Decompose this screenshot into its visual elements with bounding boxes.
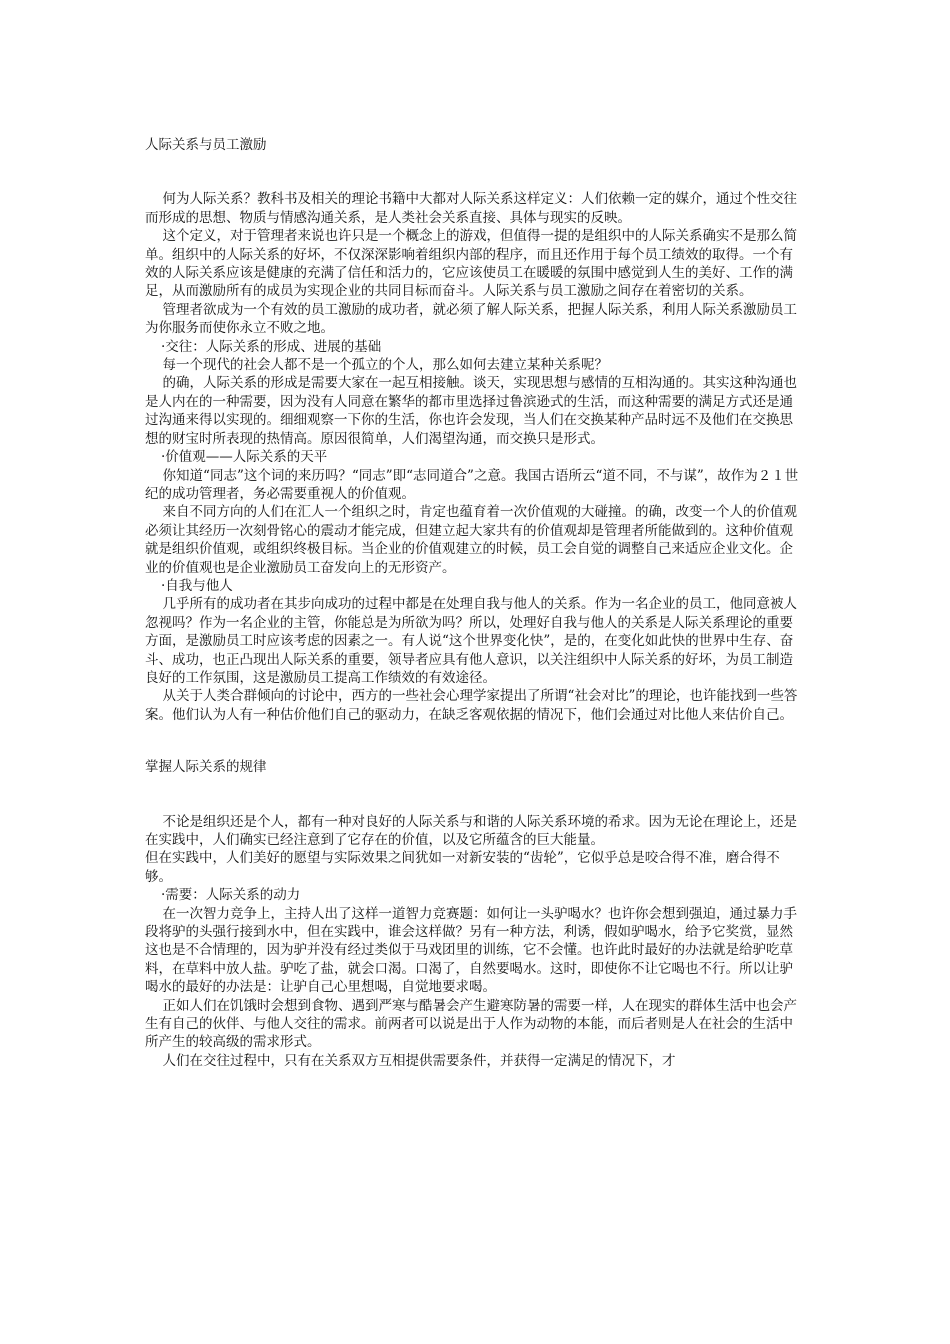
document-page <box>145 136 805 1070</box>
paragraph: 几乎所有的成功者在其步向成功的过程中都是在处理自我与他人的关系。作为一名企业的员工，他同意被人忽视吗？作为一名企业的主管，你能总是为所欲为吗？所以，处理好自我与他人的关系是人际关系理论的重要方面，是激励员工时应该考虑的因素之一。有人说“这个世界变化快”，是的，在变化如此快的世界中生存、奋斗、成功，也正凸现出人际关系的重要，领导者应具有他人意识，以关注组织中人际关系的好坏，为员工制造良好的工作氛围，这是激励员工提高工作绩效的有效途径。 <box>145 596 798 686</box>
spacer <box>145 777 805 813</box>
paragraph: 在一次智力竞争上，主持人出了这样一道智力竞赛题：如何让一头驴喝水？也许你会想到强迫，通过暴力手段将驴的头强行接到水中，但在实践中，谁会这样做？另有一种方法，利诱，假如驴喝水，给予它奖赏，显然这也是不合情理的，因为驴并没有经过类似于马戏团里的训练，它不会懂。也许此时最好的办法就是给驴吃草料，在草料中放人盐。驴吃了盐，就会口渴。口渴了，自然要喝水。这时，即使你不让它喝也不行。所以让驴喝水的最好的办法是：让驴自己心里想喝，自觉地要求喝。 <box>145 905 798 996</box>
section-body <box>145 813 805 1071</box>
spacer <box>145 724 805 758</box>
subheading: ·需要：人际关系的动力 <box>161 887 301 904</box>
paragraph: 从关于人类合群倾向的讨论中，西方的一些社会心理学家提出了所谓“社会对比”的理论，也许能找到一些答案。他们认为人有一种估价他们自己的驱动力，在缺乏客观依据的情况下，他们会通过对比他人来估价自己。 <box>145 688 798 723</box>
section-title: 掌握人际关系的规律 <box>145 759 267 776</box>
paragraph: 管理者欲成为一个有效的员工激励的成功者，就必须了解人际关系，把握人际关系，利用人际关系激励员工为你服务而使你永立不败之地。 <box>145 301 798 337</box>
paragraph: 的确，人际关系的形成是需要大家在一起互相接触。谈天，实现思想与感情的互相沟通的。其实这种沟通也是人内在的一种需要，因为没有人同意在繁华的都市里选择过鲁滨逊式的生活，而这种需要的满足方式还是通过沟通来得以实现的。细细观察一下你的生活，你也许会发现，当人们在交换某种产品时远不及他们在交换思想的财宝时所表现的热情高。原因很简单，人们渴望沟通，而交换只是形式。 <box>145 375 798 447</box>
section-body <box>145 190 805 724</box>
paragraph: 但在实践中，人们美好的愿望与实际效果之间犹如一对新安装的“齿轮”，它似乎总是咬合得不准，磨合得不够。 <box>145 850 780 885</box>
paragraph: 你知道“同志”这个词的来历吗？“同志”即“志同道合”之意。我国古语所云“道不同，不与谋”，故作为２１世纪的成功管理者，务必需要重视人的价值观。 <box>145 467 799 502</box>
subheading: ·交往：人际关系的形成、进展的基础 <box>161 338 382 355</box>
section-title: 人际关系与员工激励 <box>145 137 267 153</box>
subheading: ·价值观——人际关系的天平 <box>161 449 328 466</box>
paragraph: 每一个现代的社会人都不是一个孤立的个人，那么如何去建立某种关系呢？ <box>162 357 609 374</box>
paragraph: 来自不同方向的人们在汇人一个组织之时，肯定也蕴育着一次价值观的大碰撞。的确，改变一个人的价值观必须让其经历一次刻骨铭心的震动才能完成，但建立起大家共有的价值观却是管理者所能做到的。这种价值观就是组织价值观，或组织终极目标。当企业的价值观建立的时候，员工会自觉的调整自己来适应企业文化。企业的价值观也是企业激励员工奋发向上的无形资产。 <box>145 504 798 576</box>
paragraph: 不论是组织还是个人，都有一种对良好的人际关系与和谐的人际关系环境的希求。因为无论在理论上，还是在实践中，人们确实已经注意到了它存在的价值，以及它所蕴含的巨大能量。 <box>145 813 798 848</box>
paragraph: 正如人们在饥饿时会想到食物、遇到严寒与酷暑会产生避寒防暑的需要一样，人在现实的群体生活中也会产生有自己的伙伴、与他人交往的需求。前两者可以说是出于人作为动物的本能，而后者则是人在社会的生活中所产生的较高级的需求形式。 <box>145 997 798 1051</box>
paragraph: 人们在交往过程中，只有在关系双方互相提供需要条件，并获得一定满足的情况下，才 <box>162 1052 676 1069</box>
spacer <box>145 154 805 190</box>
subheading: ·自我与他人 <box>161 577 233 594</box>
paragraph: 何为人际关系？教科书及相关的理论书籍中大都对人际关系这样定义：人们依赖一定的媒介，通过个性交往而形成的思想、物质与情感沟通关系，是人类社会关系直接、具体与现实的反映。 <box>145 191 798 226</box>
paragraph: 这个定义，对于管理者来说也许只是一个概念上的游戏，但值得一提的是组织中的人际关系确实不是那么简单。组织中的人际关系的好坏，不仅深深影响着组织内部的程序，而且还作用于每个员工绩效的取得。一个有效的人际关系应该是健康的充满了信任和活力的，它应该使员工在暖暖的氛围中感觉到人生的美好、工作的满足，从而激励所有的成员为实现企业的共同目标而奋斗。人际关系与员工激励之间存在着密切的关系。 <box>145 228 798 300</box>
